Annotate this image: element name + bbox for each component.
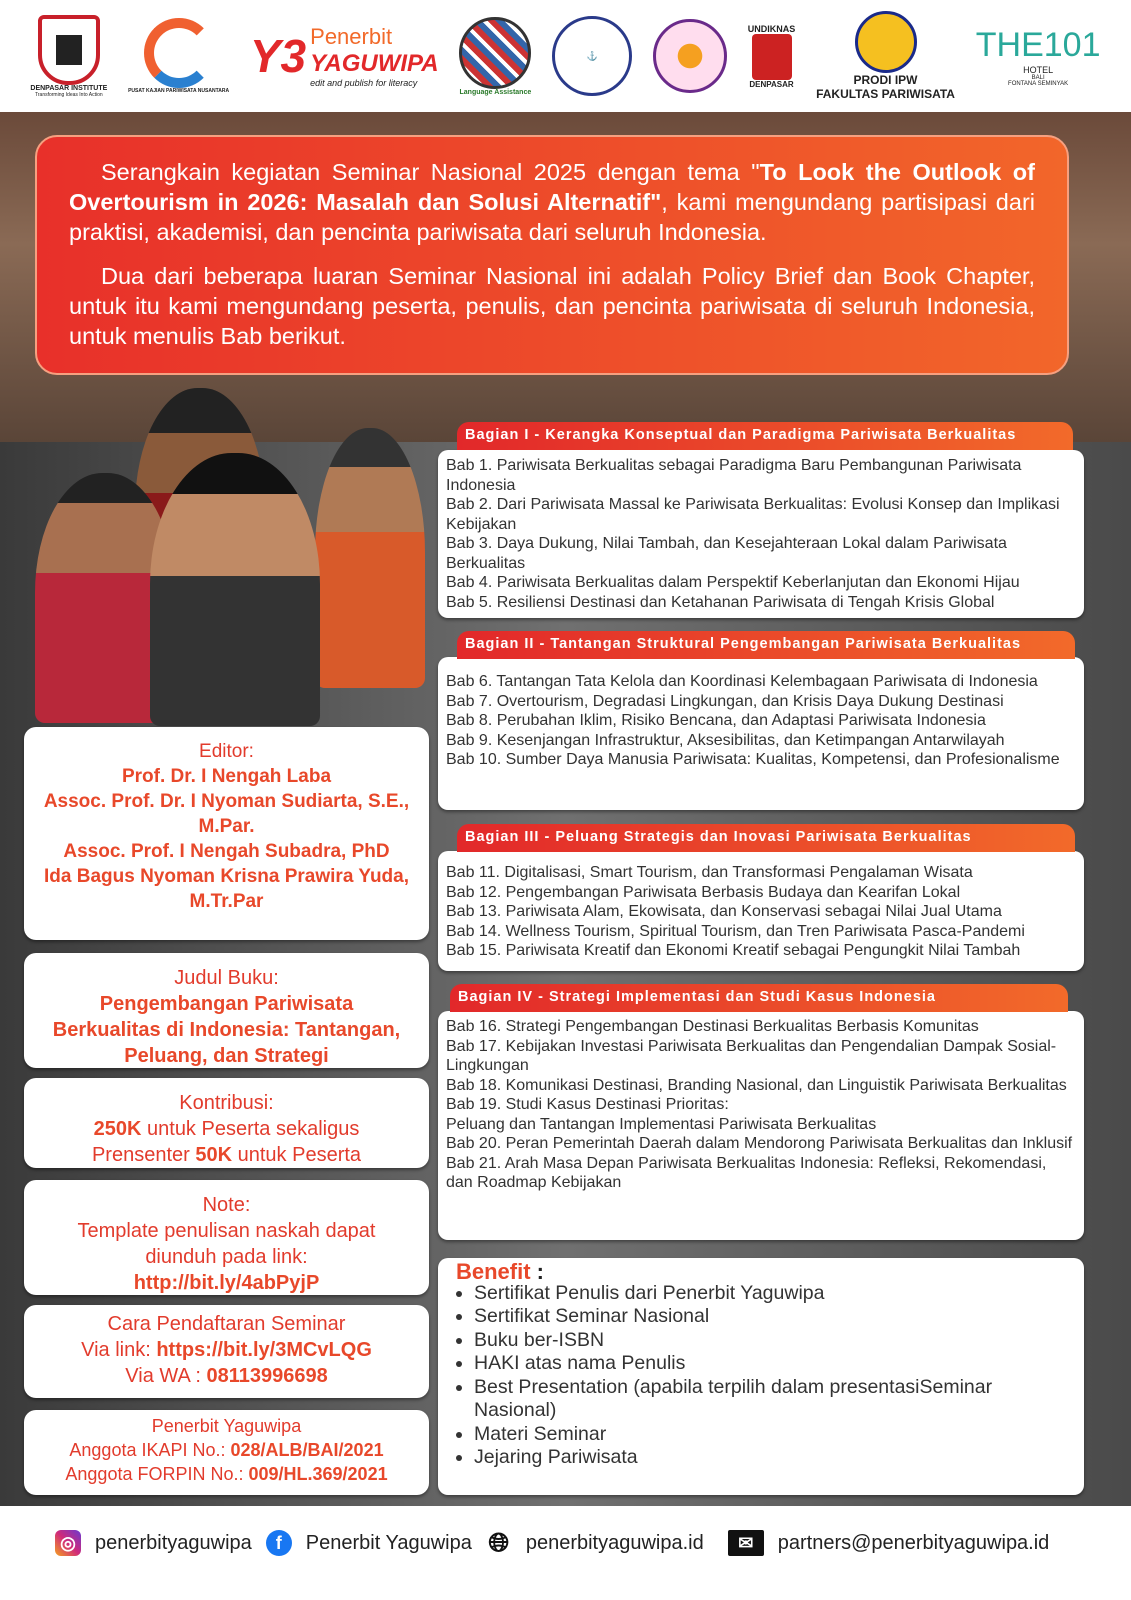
editor-card: Editor: Prof. Dr. I Nengah Laba Assoc. Prof. Dr. I Nyoman Sudiarta, S.E., M.Par. Assoc. Prof. I Nengah Subadra, PhD Ida Bagus Nyoman Krisna Prawira Yuda, M.Tr.Par — [24, 727, 429, 940]
list-item: Bab 11. Digitalisasi, Smart Tourism, dan Transformasi Pengalaman Wisata — [446, 864, 973, 881]
section-header-4: Bagian IV - Strategi Implementasi dan Studi Kasus Indonesia — [450, 984, 1068, 1012]
list-item: Bab 7. Overtourism, Degradasi Lingkungan, dan Krisis Daya Dukung Destinasi — [446, 692, 1004, 710]
instagram-icon: ◎ — [55, 1530, 81, 1556]
registration-card: Cara Pendaftaran Seminar Via link: https://bit.ly/3MCvLQG Via WA : 08113996698 — [24, 1305, 429, 1398]
list-item: Bab 4. Pariwisata Berkualitas dalam Perspektif Keberlanjutan dan Ekonomi Hijau — [446, 574, 1020, 591]
book-title-card: Judul Buku: Pengembangan Pariwisata Berkualitas di Indonesia: Tantangan, Peluang, dan Strategi — [24, 953, 429, 1068]
intro-paragraph-2: Dua dari beberapa luaran Seminar Nasional ini adalah Policy Brief dan Book Chapter, untuk itu kami mengundang peserta, penulis, dan pencinta pariwisata di seluruh Indonesia, untuk menulis Bab berikut. — [69, 263, 1035, 349]
website-link[interactable]: penerbityaguwipa.id — [525, 1531, 704, 1554]
logo-untrim — [653, 19, 727, 93]
list-item: Bab 8. Perubahan Iklim, Risiko Bencana, dan Adaptasi Pariwisata Indonesia — [446, 712, 986, 729]
logo-udayana: PRODI IPW FAKULTAS PARIWISATA — [816, 11, 955, 101]
email-address[interactable]: partners@penerbityaguwipa.id — [777, 1531, 1050, 1554]
logo-undiknas: UNDIKNAS DENPASAR — [747, 23, 796, 89]
section-2-list — [438, 657, 1084, 810]
list-item: Bab 10. Sumber Daya Manusia Pariwisata: Kualitas, Kompetensi, dan Profesionalisme — [446, 751, 1060, 768]
list-item: Bab 6. Tantangan Tata Kelola dan Koordinasi Kelembagaan Pariwisata di Indonesia — [446, 673, 1038, 690]
list-item: Bab 9. Kesenjangan Infrastruktur, Aksesibilitas, dan Ketimpangan Antarwilayah — [446, 731, 1005, 749]
note-card: Note: Template penulisan naskah dapat diunduh pada link: http://bit.ly/4abPyjP — [24, 1180, 429, 1295]
list-item: Bab 19. Studi Kasus Destinasi Prioritas: — [446, 1096, 729, 1113]
list-item: Bab 18. Komunikasi Destinasi, Branding Nasional, dan Linguistik Pariwisata Berkualitas — [446, 1076, 1067, 1094]
list-item: Bab 16. Strategi Pengembangan Destinasi Berkualitas Berbasis Komunitas — [446, 1018, 979, 1035]
benefit-item: • Sertifikat Seminar Nasional — [474, 1305, 1066, 1329]
section-header-3: Bagian III - Peluang Strategis dan Inovasi Pariwisata Berkualitas — [457, 824, 1075, 852]
benefit-item: • Jejaring Pariwisata — [474, 1446, 1066, 1470]
list-item: Bab 15. Pariwisata Kreatif dan Ekonomi Kreatif sebagai Pengungkit Nilai Tambah — [446, 942, 1021, 959]
template-link[interactable]: http://bit.ly/4abPyjP — [133, 1272, 320, 1294]
list-item: Bab 20. Peran Pemerintah Daerah dalam Mendorong Pariwisata Berkualitas dan Inklusif — [446, 1135, 1073, 1152]
section-1-list — [438, 450, 1084, 618]
publisher-card: Penerbit Yaguwipa Anggota IKAPI No.: 028/ALB/BAI/2021 Anggota FORPIN No.: 009/HL.369/2021 — [24, 1410, 429, 1495]
logo-language-assistance: Language Assistance — [459, 17, 531, 96]
editors-photo — [25, 378, 430, 726]
list-item: Bab 17. Kebijakan Investasi Pariwisata Berkualitas dan Pengendalian Dampak Sosial-Lingkungan — [446, 1037, 1057, 1074]
benefit-box — [438, 1258, 1084, 1495]
partner-logos — [0, 0, 1131, 112]
benefit-item: • Sertifikat Penulis dari Penerbit Yaguwipa — [474, 1282, 1066, 1306]
benefit-item: • Buku ber-ISBN — [474, 1329, 1066, 1353]
logo-undhira: ⚓ — [552, 16, 632, 96]
registration-link[interactable]: https://bit.ly/3MCvLQG — [156, 1339, 372, 1361]
logo-yaguwipa: Y3 Penerbit YAGUWIPA edit and publish for literacy — [249, 24, 439, 88]
list-item: Bab 13. Pariwisata Alam, Ekowisata, dan Konservasi sebagai Nilai Jual Utama — [446, 903, 1002, 920]
benefit-item: • Best Presentation (apabila terpilih dalam presentasiSeminar Nasional) — [474, 1376, 1066, 1423]
list-item: Bab 14. Wellness Tourism, Spiritual Tourism, dan Tren Pariwisata Pasca-Pandemi — [446, 922, 1025, 940]
list-item: Bab 1. Pariwisata Berkualitas sebagai Paradigma Baru Pembangunan Pariwisata Indonesia — [446, 457, 1022, 494]
section-4-list — [438, 1011, 1084, 1240]
intro-banner — [35, 135, 1069, 375]
list-item: Bab 5. Resiliensi Destinasi dan Ketahanan Pariwisata di Tengah Krisis Global — [446, 593, 995, 611]
instagram-handle[interactable]: penerbityaguwipa — [95, 1531, 252, 1554]
benefit-item: • HAKI atas nama Penulis — [474, 1352, 1066, 1376]
list-item: Bab 21. Arah Masa Depan Pariwisata Berkualitas Indonesia: Refleksi, Rekomendasi, dan Roadmap Kebijakan — [446, 1154, 1047, 1191]
email-icon: ✉︎ — [728, 1530, 764, 1556]
list-item: Bab 12. Pengembangan Pariwisata Berbasis Budaya dan Kearifan Lokal — [446, 883, 961, 901]
section-header-2: Bagian II - Tantangan Struktural Pengembangan Pariwisata Berkualitas — [457, 631, 1075, 659]
logo-the101: THE101 HOTEL BALI FONTANA SEMINYAK — [975, 25, 1101, 87]
section-header-1: Bagian I - Kerangka Konseptual dan Paradigma Pariwisata Berkualitas — [457, 422, 1073, 450]
globe-icon: 🌐︎ — [488, 1527, 510, 1557]
logo-denpasar-institute: DENPASAR INSTITUTE Transforming Ideas Into Action — [30, 15, 107, 98]
list-item: Bab 3. Daya Dukung, Nilai Tambah, dan Kesejahteraan Lokal dalam Pariwisata Berkualitas — [446, 535, 1007, 572]
intro-paragraph-1: Serangkain kegiatan Seminar Nasional 2025 dengan tema "To Look the Outlook of Overtourism in 2026: Masalah dan Solusi Alternatif", kami mengundang partisipasi dari praktisi, akademisi, dan pencinta pariwisata dari seluruh Indonesia. — [69, 159, 1035, 245]
benefit-item: • Materi Seminar — [474, 1423, 1066, 1447]
list-item: Peluang dan Tantangan Implementasi Pariwisata Berkualitas — [446, 1115, 877, 1133]
section-3-list — [438, 851, 1084, 971]
list-item: Bab 2. Dari Pariwisata Massal ke Pariwisata Berkualitas: Evolusi Konsep dan Implikasi Kebijakan — [446, 496, 1060, 533]
whatsapp-number[interactable]: 08113996698 — [206, 1365, 328, 1387]
contribution-card: Kontribusi: 250K untuk Peserta sekaligus Prensenter 50K untuk Peserta — [24, 1078, 429, 1168]
benefit-title: Benefit : — [456, 1259, 545, 1284]
facebook-page[interactable]: Penerbit Yaguwipa — [305, 1531, 472, 1554]
logo-pusat-kajian: PUSAT KAJIAN PARIWISATA NUSANTARA — [128, 18, 229, 94]
facebook-icon: f — [266, 1530, 292, 1556]
contact-footer — [0, 1506, 1131, 1600]
